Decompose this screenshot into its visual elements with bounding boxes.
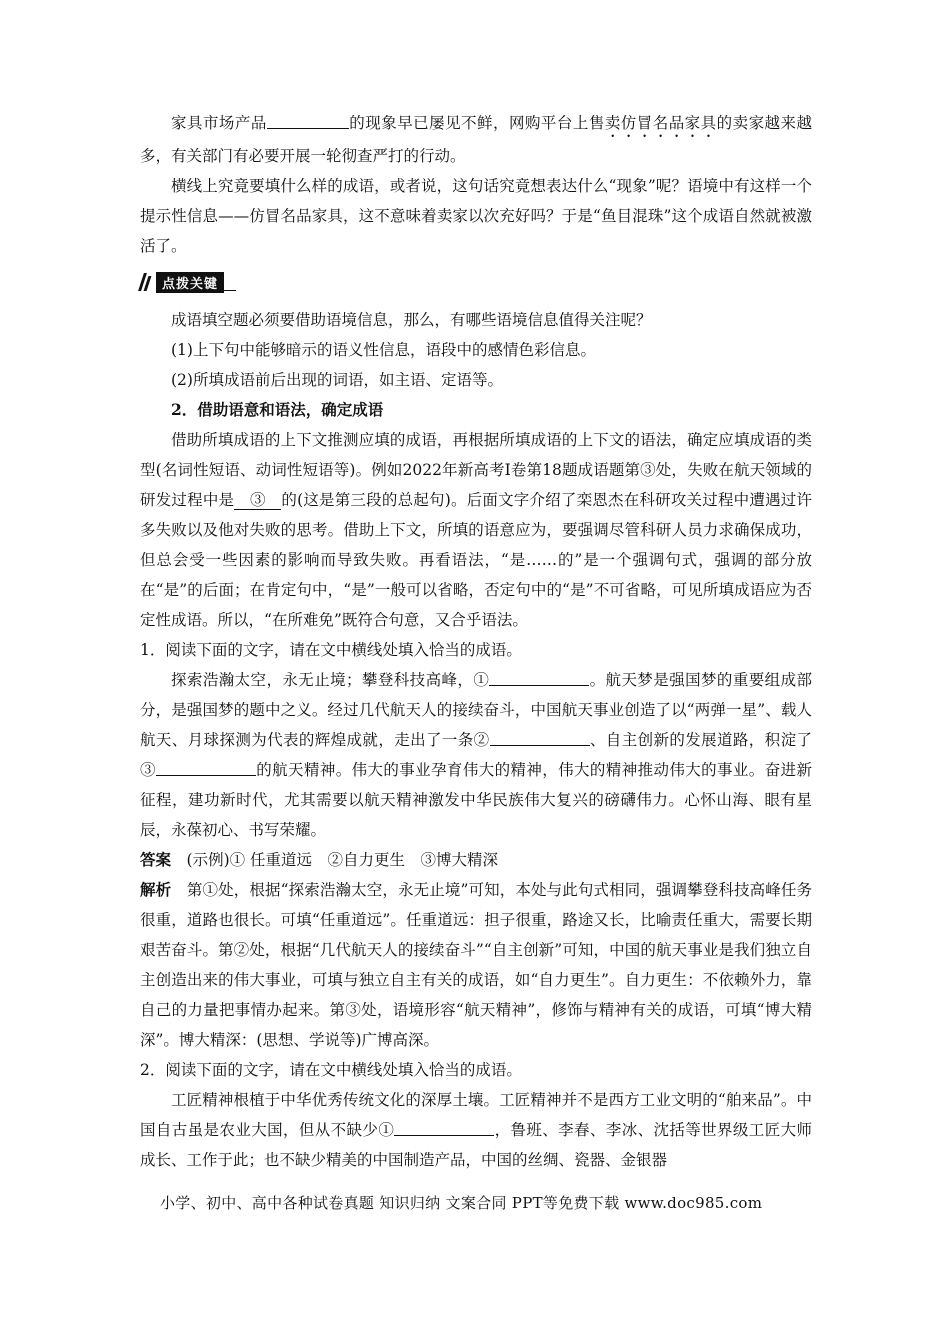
banner-label: 点拨关键 <box>156 272 224 293</box>
section-paragraph: 借助所填成语的上下文推测应填的成语，再根据所填成语的上下文的语法，确定应填成语的类型(名词性短语、动词性短语等)。例如2022年新高考Ⅰ卷第18题成语题第③处，失败在航天领域的研发过程中是 ③ 的(这是第三段的总起句)。后面文字介绍了栾恩杰在科研攻关过程中遭遇过许多失败以及他对失败的思考。借助上下文，所填的语意应为，要强调尽管科研人员力求确保成功，但总会受一些因素的影响而导致失败。再看语法，“是……的”是一个强调句式，强调的部分放在“是”的后面；在肯定句中，“是”一般可以省略，否定句中的“是”不可省略，可见所填成语应为否定性成语。所以，“在所难免”既符合句意，又合乎语法。 <box>140 431 812 629</box>
answer-blank: ③ <box>234 491 281 510</box>
tips-item-2: (2)所填成语前后出现的词语，如主语、定语等。 <box>171 371 503 389</box>
question-2-prompt: 2．阅读下面的文字，请在文中横线处填入恰当的成语。 <box>140 1061 522 1079</box>
question-1-prompt: 1．阅读下面的文字，请在文中横线处填入恰当的成语。 <box>140 641 522 659</box>
question-1-passage: 探索浩瀚太空，永无止境；攀登科技高峰，① 。航天梦是强国梦的重要组成部分，是强国梦的题中之义。经过几代航天人的接续奋斗，中国航天事业创造了以“两弹一星”、载人航天、月球探测为代表的辉煌成就，走出了一条② 、自主创新的发展道路，积淀了③ 的航天精神。伟大的事业孕育伟大的精神，伟大的精神推动伟大的事业。奋进新征程，建功新时代，尤其需要以航天精神激发中华民族伟大复兴的磅礴伟力。心怀山海、眼有星辰，永葆初心、书写荣耀。 <box>140 671 812 839</box>
answer-blank <box>490 729 590 746</box>
question-2-passage: 工匠精神根植于中华优秀传统文化的深厚土壤。工匠精神并不是西方工业文明的“舶来品”。中国自古虽是农业大国，但从不缺少① ，鲁班、李春、李冰、沈括等世界级工匠大师成长、工作于此；也不缺少精美的中国制造产品，中国的丝绸、瓷器、金银器 <box>140 1091 812 1169</box>
slash-marker-icon <box>140 273 154 291</box>
intro-explanation: 横线上究竟要填什么样的成语，或者说，这句话究竟想表达什么“现象”呢？语境中有这样一个提示性信息——仿冒名品家具，这不意味着卖家以次充好吗？于是“鱼目混珠”这个成语自然就被激活了。 <box>140 177 812 255</box>
answer-blank <box>394 1119 494 1136</box>
section-banner <box>140 269 812 295</box>
tips-item-1: (1)上下句中能够暗示的语义性信息，语段中的感情色彩信息。 <box>171 341 596 359</box>
section-heading: 2．借助语意和语法，确定成语 <box>171 400 384 419</box>
page-footer: 小学、初中、高中各种试卷真题 知识归纳 文案合同 PPT等免费下载 www.doc985.com <box>160 1194 763 1212</box>
dotted-emphasis: 卖仿冒名品家具 <box>604 114 717 132</box>
question-1-answer: 答案 (示例)① 任重道远 ②自力更生 ③博大精深 <box>140 850 499 869</box>
tips-lead: 成语填空题必须要借助语境信息，那么，有哪些语境信息值得关注呢？ <box>171 311 652 329</box>
answer-blank <box>489 669 589 686</box>
banner-rule <box>224 290 236 291</box>
question-1-analysis: 解析 第①处，根据“探索浩瀚太空，永无止境”可知，本处与此句式相同，强调攀登科技高峰任务很重，道路也很长。可填“任重道远”。任重道远：担子很重，路途又长，比喻责任重大，需要长期艰苦奋斗。第②处，根据“几代航天人的接续奋斗”“自主创新”可知，中国的航天事业是我们独立自主创造出来的伟大事业，可填与独立自主有关的成语，如“自力更生”。自力更生：不依赖外力，靠自己的力量把事情办起来。第③处，语境形容“航天精神”，修饰与精神有关的成语，可填“博大精深”。博大精深：(思想、学说等)广博高深。 <box>140 880 812 1049</box>
answer-blank <box>156 759 256 776</box>
answer-blank <box>267 112 349 129</box>
intro-example: 家具市场产品 的现象早已屡见不鲜，网购平台上售卖仿冒名品家具的卖家越来越多，有关部门有必要开展一轮彻查严打的行动。 <box>140 114 812 165</box>
document-body <box>140 108 812 1175</box>
